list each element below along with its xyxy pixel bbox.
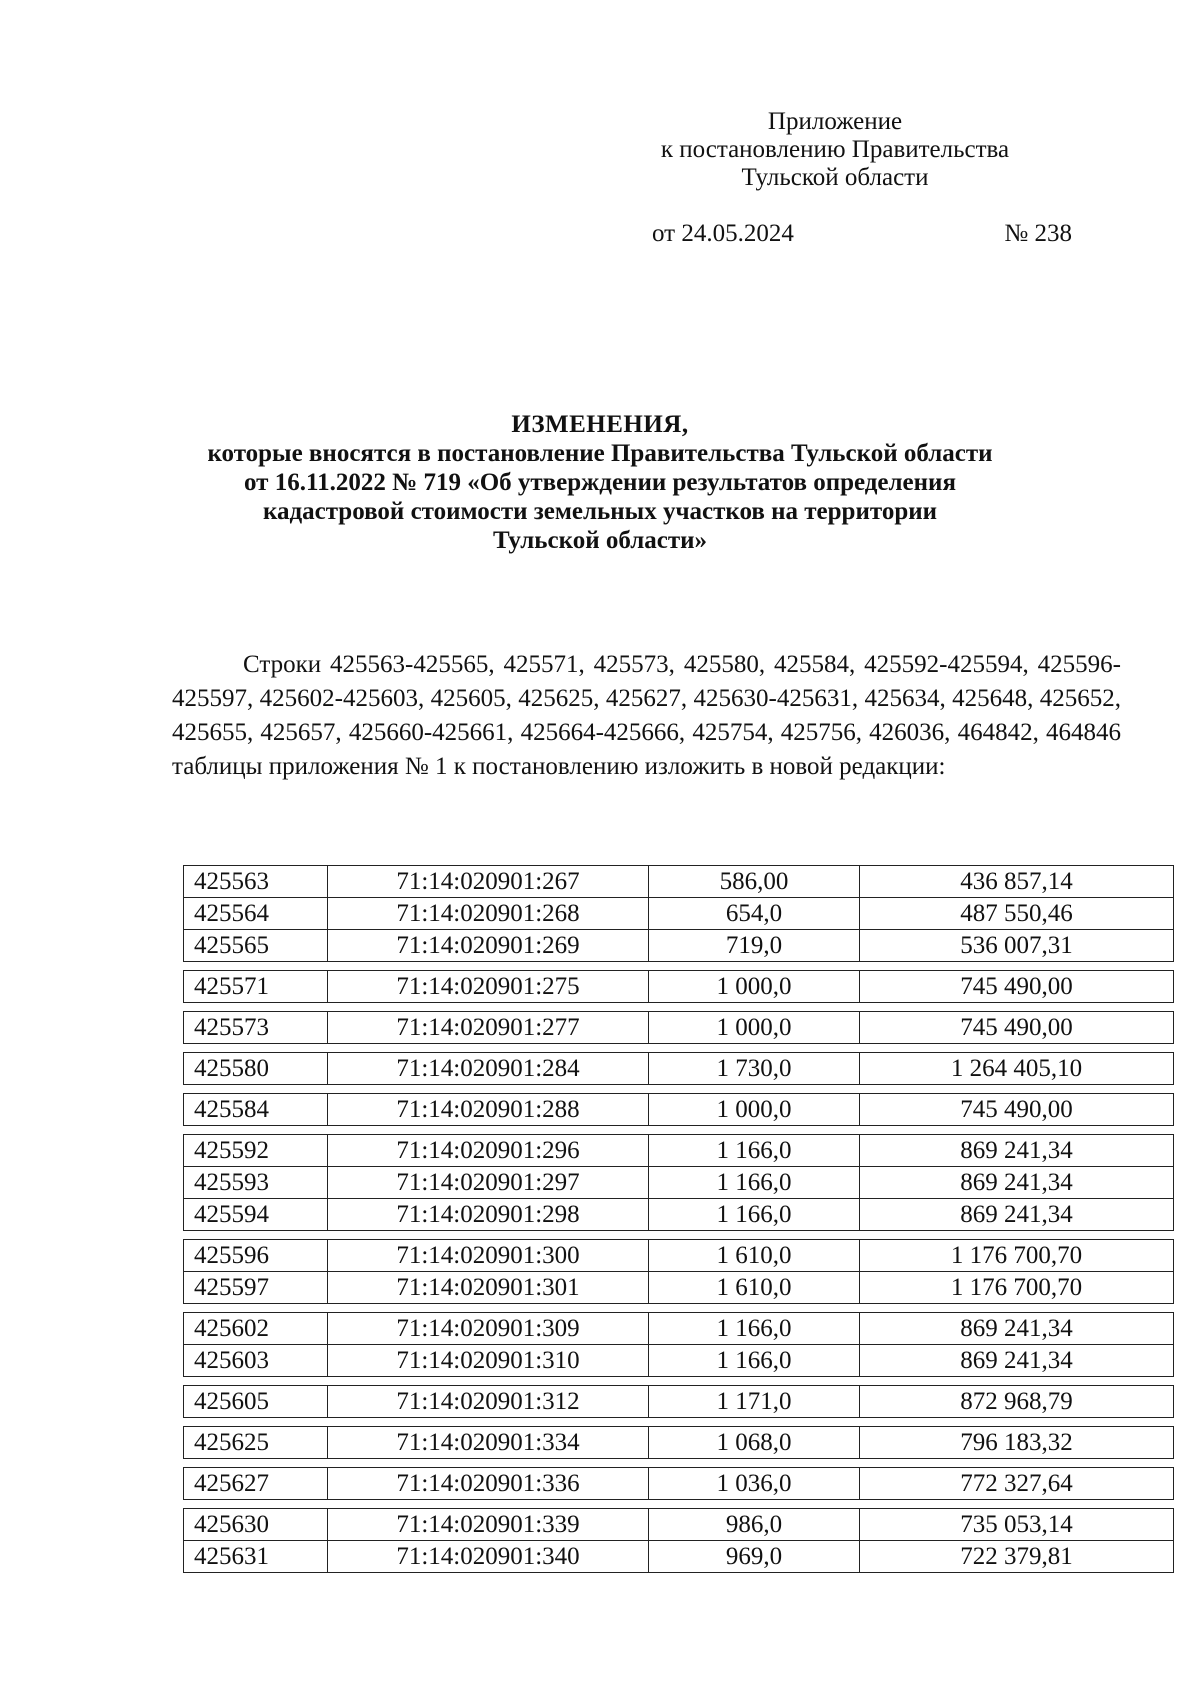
row-number-cell: 425630 xyxy=(184,1509,328,1541)
table-row xyxy=(184,930,1174,962)
appendix-line-2: к постановлению Правительства xyxy=(660,136,1010,163)
table-row xyxy=(184,898,1174,930)
table-group xyxy=(183,1385,1174,1418)
cadastral-value-cell: 772 327,64 xyxy=(860,1468,1174,1500)
cadastral-number-cell: 71:14:020901:268 xyxy=(328,898,649,930)
appendix-header xyxy=(600,108,1070,192)
table-row xyxy=(184,1240,1174,1272)
cadastral-number-cell: 71:14:020901:269 xyxy=(328,930,649,962)
row-number-cell: 425571 xyxy=(184,971,328,1003)
cadastral-number-cell: 71:14:020901:275 xyxy=(328,971,649,1003)
table-row xyxy=(184,1345,1174,1377)
cadastral-number-cell: 71:14:020901:267 xyxy=(328,866,649,898)
cadastral-number-cell: 71:14:020901:296 xyxy=(328,1135,649,1167)
document-number: № 238 xyxy=(1004,220,1072,247)
cadastral-value-cell: 869 241,34 xyxy=(860,1345,1174,1377)
heading-line-3: от 16.11.2022 № 719 «Об утверждении результатов определения xyxy=(244,469,956,496)
heading-title: ИЗМЕНЕНИЯ, xyxy=(511,411,689,438)
area-cell: 986,0 xyxy=(649,1509,860,1541)
cadastral-value-cell: 869 241,34 xyxy=(860,1199,1174,1231)
row-number-cell: 425602 xyxy=(184,1313,328,1345)
table-group xyxy=(183,1011,1174,1044)
table-group xyxy=(183,1093,1174,1126)
cadastral-number-cell: 71:14:020901:334 xyxy=(328,1427,649,1459)
area-cell: 1 166,0 xyxy=(649,1199,860,1231)
table-group xyxy=(183,1467,1174,1500)
area-cell: 719,0 xyxy=(649,930,860,962)
table-row xyxy=(184,1313,1174,1345)
table-group xyxy=(183,1134,1174,1231)
document-heading xyxy=(150,410,1050,555)
cadastral-number-cell: 71:14:020901:297 xyxy=(328,1167,649,1199)
table-row xyxy=(184,1199,1174,1231)
area-cell: 1 610,0 xyxy=(649,1240,860,1272)
row-number-cell: 425565 xyxy=(184,930,328,962)
area-cell: 1 166,0 xyxy=(649,1313,860,1345)
area-cell: 1 000,0 xyxy=(649,1094,860,1126)
row-number-cell: 425594 xyxy=(184,1199,328,1231)
cadastral-number-cell: 71:14:020901:301 xyxy=(328,1272,649,1304)
row-number-cell: 425573 xyxy=(184,1012,328,1044)
cadastral-value-cell: 869 241,34 xyxy=(860,1135,1174,1167)
area-cell: 1 166,0 xyxy=(649,1345,860,1377)
area-cell: 1 171,0 xyxy=(649,1386,860,1418)
row-number-cell: 425592 xyxy=(184,1135,328,1167)
cadastral-value-cell: 869 241,34 xyxy=(860,1167,1174,1199)
cadastral-number-cell: 71:14:020901:300 xyxy=(328,1240,649,1272)
row-number-cell: 425605 xyxy=(184,1386,328,1418)
table-row xyxy=(184,1509,1174,1541)
row-number-cell: 425584 xyxy=(184,1094,328,1126)
table-row xyxy=(184,1167,1174,1199)
cadastral-number-cell: 71:14:020901:298 xyxy=(328,1199,649,1231)
row-number-cell: 425603 xyxy=(184,1345,328,1377)
cadastral-number-cell: 71:14:020901:336 xyxy=(328,1468,649,1500)
heading-line-2: которые вносятся в постановление Правительства Тульской области xyxy=(207,440,993,467)
cadastral-value-cell: 735 053,14 xyxy=(860,1509,1174,1541)
cadastral-tables xyxy=(183,865,1169,1581)
table-group xyxy=(183,865,1174,962)
table-row xyxy=(184,866,1174,898)
area-cell: 969,0 xyxy=(649,1541,860,1573)
table-row xyxy=(184,1468,1174,1500)
cadastral-value-cell: 1 264 405,10 xyxy=(860,1053,1174,1085)
appendix-line-1: Приложение xyxy=(767,108,903,135)
area-cell: 1 166,0 xyxy=(649,1167,860,1199)
table-group xyxy=(183,1239,1174,1304)
table-row xyxy=(184,1272,1174,1304)
table-row xyxy=(184,971,1174,1003)
area-cell: 1 000,0 xyxy=(649,971,860,1003)
row-number-cell: 425596 xyxy=(184,1240,328,1272)
table-row xyxy=(184,1012,1174,1044)
area-cell: 1 610,0 xyxy=(649,1272,860,1304)
area-cell: 1 068,0 xyxy=(649,1427,860,1459)
cadastral-number-cell: 71:14:020901:340 xyxy=(328,1541,649,1573)
cadastral-number-cell: 71:14:020901:277 xyxy=(328,1012,649,1044)
table-row xyxy=(184,1427,1174,1459)
cadastral-value-cell: 1 176 700,70 xyxy=(860,1240,1174,1272)
document-date-number xyxy=(652,220,1072,250)
cadastral-number-cell: 71:14:020901:309 xyxy=(328,1313,649,1345)
appendix-line-3: Тульской области xyxy=(741,164,929,191)
row-number-cell: 425563 xyxy=(184,866,328,898)
cadastral-number-cell: 71:14:020901:310 xyxy=(328,1345,649,1377)
cadastral-number-cell: 71:14:020901:312 xyxy=(328,1386,649,1418)
cadastral-value-cell: 745 490,00 xyxy=(860,971,1174,1003)
row-number-cell: 425631 xyxy=(184,1541,328,1573)
area-cell: 1 036,0 xyxy=(649,1468,860,1500)
cadastral-number-cell: 71:14:020901:339 xyxy=(328,1509,649,1541)
cadastral-value-cell: 436 857,14 xyxy=(860,866,1174,898)
table-row xyxy=(184,1053,1174,1085)
heading-line-5: Тульской области» xyxy=(492,527,708,554)
cadastral-value-cell: 745 490,00 xyxy=(860,1094,1174,1126)
table-row xyxy=(184,1094,1174,1126)
table-group xyxy=(183,1312,1174,1377)
cadastral-value-cell: 869 241,34 xyxy=(860,1313,1174,1345)
row-number-cell: 425625 xyxy=(184,1427,328,1459)
cadastral-value-cell: 487 550,46 xyxy=(860,898,1174,930)
cadastral-value-cell: 1 176 700,70 xyxy=(860,1272,1174,1304)
area-cell: 1 166,0 xyxy=(649,1135,860,1167)
area-cell: 654,0 xyxy=(649,898,860,930)
area-cell: 1 000,0 xyxy=(649,1012,860,1044)
cadastral-value-cell: 536 007,31 xyxy=(860,930,1174,962)
document-date: от 24.05.2024 xyxy=(652,220,794,247)
table-group xyxy=(183,1508,1174,1573)
cadastral-value-cell: 722 379,81 xyxy=(860,1541,1174,1573)
table-row xyxy=(184,1135,1174,1167)
area-cell: 1 730,0 xyxy=(649,1053,860,1085)
table-group xyxy=(183,1426,1174,1459)
cadastral-value-cell: 796 183,32 xyxy=(860,1427,1174,1459)
area-cell: 586,00 xyxy=(649,866,860,898)
row-number-cell: 425580 xyxy=(184,1053,328,1085)
cadastral-value-cell: 872 968,79 xyxy=(860,1386,1174,1418)
cadastral-number-cell: 71:14:020901:288 xyxy=(328,1094,649,1126)
body-paragraph: Строки 425563-425565, 425571, 425573, 425580, 425584, 425592-425594, 425596-425597, 425602-425603, 425605, 425625, 425627, 425630-425631, 425634, 425648, 425652, 425655, 425657, 425660-425661, 425664-425666, 425754, 425756, 426036, 464842, 464846 таблицы приложения № 1 к постановлению изложить в новой редакции: xyxy=(172,651,1121,780)
table-group xyxy=(183,1052,1174,1085)
row-number-cell: 425627 xyxy=(184,1468,328,1500)
row-number-cell: 425593 xyxy=(184,1167,328,1199)
row-number-cell: 425564 xyxy=(184,898,328,930)
table-group xyxy=(183,970,1174,1003)
cadastral-number-cell: 71:14:020901:284 xyxy=(328,1053,649,1085)
table-row xyxy=(184,1541,1174,1573)
row-number-cell: 425597 xyxy=(184,1272,328,1304)
cadastral-value-cell: 745 490,00 xyxy=(860,1012,1174,1044)
table-row xyxy=(184,1386,1174,1418)
heading-line-4: кадастровой стоимости земельных участков на территории xyxy=(262,498,938,525)
